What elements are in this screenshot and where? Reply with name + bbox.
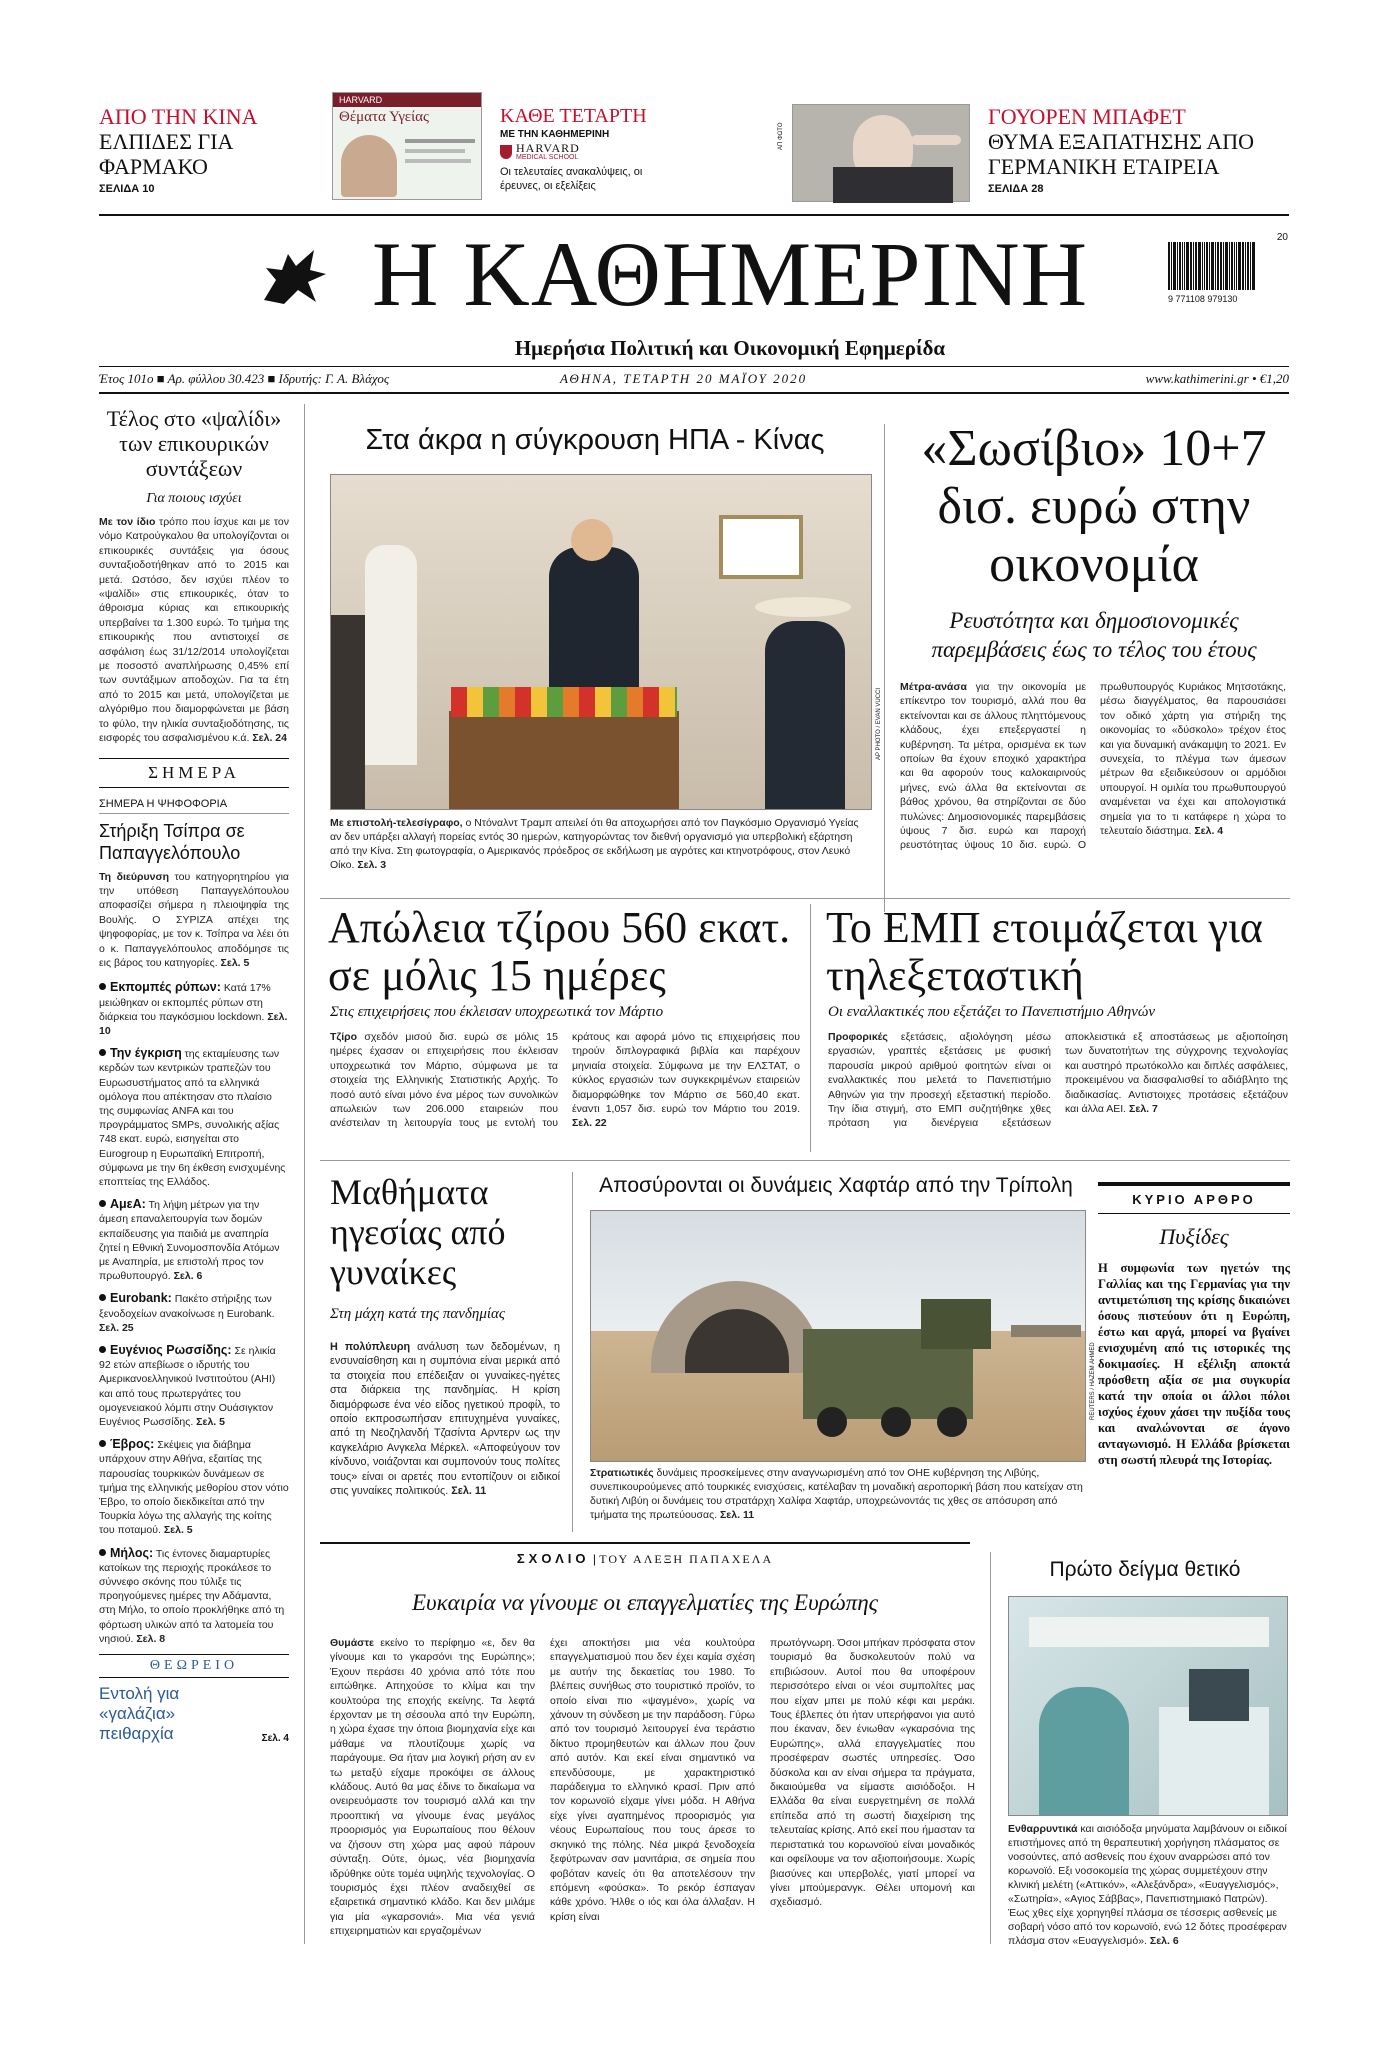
supplement-photo <box>341 135 397 197</box>
editorial-body: Η συμφωνία των ηγετών της Γαλλίας και της Γερμανίας για την αντιμετώπιση της κρίσης δικαιώνει όσους πιστεύουν ότι η Ευρώπη, έστω και αργά, μπορεί να βγαίνει ενισχυμένη από τις ιστορικές της δοκιμασίες. Η εξέλιξη αποκτά πρόσθετη αξία σε μια συγκυρία κατά την οποία οι άλλοι πόλοι ισχύος έχουν χάσει την πυξίδα τους και αναλώνονται σε άγονο ανταγωνισμό. Η Ελλάδα βρίσκεται στη σωστή πλευρά της Ιστορίας. <box>1098 1261 1290 1467</box>
teaser-text: Οι τελευταίες ανακαλύψεις, οι έρευνες, οι εξελίξεις <box>500 166 643 192</box>
brief-item[interactable] <box>99 1546 289 1646</box>
brief-page: Σελ. 25 <box>99 1321 134 1334</box>
women-headline[interactable]: Μαθήματα ηγεσίας από γυναίκες <box>330 1172 506 1292</box>
cowboy-figure <box>765 621 845 810</box>
teaser-sub: ΜΕ ΤΗΝ ΚΑΘΗΜΕΡΙΝΗ <box>500 129 610 140</box>
supplement-cover[interactable] <box>332 92 482 200</box>
lifeline-headline[interactable]: «Σωσίβιο» 10+7 δισ. ευρώ στην οικονομία <box>921 420 1267 593</box>
brief-item[interactable] <box>99 1046 289 1189</box>
supplement-cover-label: Θέματα Υγείας <box>339 109 429 125</box>
brief-item[interactable] <box>99 1343 289 1429</box>
bullet-icon <box>99 1200 106 1207</box>
barcode-code: 20 <box>1276 232 1288 243</box>
haftar-headline[interactable]: Αποσύρονται οι δυνάμεις Χαφτάρ από την Τρίπολη <box>599 1174 1073 1197</box>
buffett-photo[interactable] <box>792 104 970 202</box>
harvard-brand: HARVARD <box>516 141 580 155</box>
brief-page: Σελ. 5 <box>163 1524 193 1537</box>
teaser-page: ΣΕΛΙΔΑ 10 <box>99 183 155 195</box>
commentary-label-bar: ΣΧΟΛΙΟ | ΤΟΥ ΑΛΕΞΗ ΠΑΠΑΧΕΛΑ <box>516 1551 774 1566</box>
teaser-harvard[interactable] <box>500 104 680 193</box>
issue-date: ΑΘΗΝΑ, ΤΕΤΑΡΤΗ 20 ΜΑΪΟΥ 2020 <box>560 371 808 386</box>
commentary-label: ΣΧΟΛΙΟ <box>516 1551 590 1566</box>
brief-item[interactable] <box>99 980 289 1038</box>
left-kicker: Για ποιους ισχύει <box>146 491 242 506</box>
brief-page: Σελ. 6 <box>173 1270 203 1283</box>
issue-info: Έτος 101ο ■ Αρ. φύλλου 30.423 ■ Ιδρυτής: Γ. Α. Βλάχος <box>99 371 390 386</box>
brief-lead: ΑμεΑ: <box>110 1197 146 1212</box>
brief-page: Σελ. 5 <box>196 1416 225 1429</box>
photo-credit: ΑΠ ΦΩΤΟ <box>778 122 784 150</box>
medic-figure <box>1039 1687 1129 1816</box>
brief-item[interactable] <box>99 1437 289 1537</box>
brief-body: Σε ηλικία 92 ετών απεβίωσε ο ιδρυτής του Αμερικανοελληνικού Ινστιτούτου (AHI) και από τους πρωτεργάτες του ομογενειακού λόμπι στην Ουάσιγκτον Ευγένιος Ρωσσίδης. <box>99 1345 276 1429</box>
brief-lead: Eurobank: <box>110 1291 172 1306</box>
lifeline-kicker: Ρευστότητα και δημοσιονομικές παρεμβάσεις έως το τέλος του έτους <box>931 608 1257 662</box>
vote-body: Τη διεύρυνση του κατηγορητηρίου για την υπόθεση Παπαγγελόπουλου αποφασίζει σήμερα η πλειοψηφία της Βουλής. Ο ΣΥΡΙΖΑ απέχει της ψηφοφορίας, με τον κ. Τσίπρα να λέει ότι ο κ. Παπαγγελόπουλος αποδόμησε τις εις βάρος του κατηγορίες. Σελ. 5 <box>99 870 289 969</box>
teaser-title: ΕΛΠΙΔΕΣ ΓΙΑ ΦΑΡΜΑΚΟ <box>99 129 233 179</box>
turnover-kicker: Στις επιχειρήσεις που έκλεισαν υποχρεωτικά τον Μάρτιο <box>330 1004 664 1020</box>
editorial-box <box>1098 1182 1290 1468</box>
positive-headline[interactable]: Πρώτο δείγμα θετικό <box>1049 1558 1241 1581</box>
usa-china-headline[interactable]: Στα άκρα η σύγκρουση ΗΠΑ - Κίνας <box>365 424 825 456</box>
commentary-col3: πρωτόγνωρη. Όσοι μπήκαν πρόσφατα στον τουρισμό θα δυσκολευτούν πολύ να επιβιώσουν. Αυτοί που θα υποφέρουν περισσότερο είναι οι νέοι συμπολίτες μας που είχαν μπει με πολύ κέφι και μεράκι. Τους έβλεπες ότι ήταν υπερήφανοι για αυτό που έκαναν, δεν ένιωθαν «γκαρσόνια της Ευρώπης», αλλά επαγγελματίες που προσέφεραν σωστές υπηρεσίες. Όσο δύσκολα και αν είναι σήμερα τα πράγματα, δικαιούμεθα να είμαστε αισιόδοξοι. Η Ελλάδα θα είναι ευεργετημένη σε πολλά επίπεδα από τη σωστή διαχείριση της τελευταίας κρίσης. Από εκεί που ήμασταν τα περιστατικά του κορωνοϊού είναι μοναδικός και οφείλουμε να τον αξιοποιήσουμε. Χωρίς βιασύνες και υπερβολές, γιατί μπορεί να γίνει μπούμερανγκ. Θέλει υπομονή και σχεδιασμό. <box>770 1637 975 1909</box>
teaser-page: ΣΕΛΙΔΑ 28 <box>988 183 1044 195</box>
theory-label: ΘΕΩΡΕΙΟ <box>149 1658 239 1674</box>
brief-body: της εκταμίευσης των κερδών των κεντρικών τραπεζών του Ευρωσυστήματος από τα ελληνικά ομόλογα που απέκτησαν στο πλαίσιο της συμφωνίας ANFA και του προγράμματος SMPs, συνολικής αξίας 748 εκατ. ευρώ, εισηγείται στο Eurogroup η Ευρωπαϊκή Επιτροπή, σύμφωνα με την 6η έκθεση ενισχυμένης εποπτείας της Ελλάδος. <box>99 1048 286 1188</box>
vote-label: ΣΗΜΕΡΑ Η ΨΗΦΟΦΟΡΙΑ <box>99 798 289 814</box>
brief-lead: Την έγκριση <box>110 1046 182 1061</box>
turnover-headline[interactable]: Απώλεια τζίρου 560 εκατ. σε μόλις 15 ημέρες <box>328 903 791 1000</box>
women-kicker: Στη μάχη κατά της πανδημίας <box>330 1306 505 1322</box>
griffin-logo-icon <box>254 240 334 312</box>
commentary-headline[interactable]: Ευκαιρία να γίνουμε οι επαγγελματίες της Ευρώπης <box>412 1590 878 1615</box>
harvard-brand-sub: MEDICAL SCHOOL <box>516 154 579 161</box>
woman-figure <box>365 545 417 765</box>
photo-credit: REUTERS / HAZEM AHMED <box>1090 1342 1096 1420</box>
harvard-shield-icon <box>500 145 512 159</box>
website[interactable]: www.kathimerini.gr • €1,20 <box>1145 371 1289 386</box>
bullet-icon <box>99 1549 106 1556</box>
lifeline-body: Μέτρα-ανάσα για την οικονομία με επίκεντρο τον τουρισμό, αλλά που θα εκτείνονται και σε άλλους πληττόμενους κλάδους, έχει επεξεργαστεί η κυβέρνηση. Τα μέτρα, ορισμένα εκ των οποίων θα έχουν εποχικό χαρακτήρα και θα αφορούν τους καλοκαιρινούς μήνες, ενώ άλλα θα εκτείνονται σε βάθος χρόνου, θα στηρίζονται σε δύο πυλώνες: Δημοσιονομικές παρεμβάσεις ύψους 7 δισ. ευρώ και παροχή ρευστότητας ύψους 10 δισ. ευρώ. Ο πρωθυπουργός Κυριάκος Μητσοτάκης, μέσω διαγγέλματος, θα παρουσιάσει τον οδικό χάρτη για στήριξη της οικονομίας το «δύσκολο» τρέχον έτος και για δυναμική ανάκαμψη το 2021. Εν συνεχεία, το πλέγμα των άμεσων μέτρων θα εξειδικεύσουν οι αρμόδιοι υπουργοί. Η ομιλία του πρωθυπουργού αναμένεται να έχει και απολογιστικά σημεία για το τι κατάφερε η χώρα το τελευταίο διάστημα. Σελ. 4 <box>900 681 1286 852</box>
women-body: Η πολύπλευρη ανάλυση των δεδομένων, η ενσυναίσθηση και η συμπόνια είναι μερικά από τα στοιχεία που επέδειξαν οι γυναίκες-ηγέτες στα διάρκεια της πανδημίας. Η κρίση διαμόρφωσε ένα νέο είδος ηγετικού προφίλ, το οποίο εκπροσωπήσαν επιτυχημένα γυναίκες, από τη Νεοζηλανδή Τζασίντα Αρντερν ως την καγκελάριο Ανγκελα Μέρκελ. «Αποφεύγουν τον κίνδυνο, νοιάζονται και συμπονούν τους πολίτες τους» είναι οι αρετές που εντοπίζουν οι ειδικοί στις γυναίκες πολιτικούς. Σελ. 11 <box>330 1341 560 1498</box>
bullet-icon <box>99 1440 106 1447</box>
haftar-photo[interactable] <box>590 1210 1086 1462</box>
trump-caption: Με επιστολή-τελεσίγραφο, ο Ντόναλντ Τραμπ απειλεί ότι θα αποχωρήσει από τον Παγκόσμιο Οργανισμό Υγείας αν δεν υπάρξει αλλαγή πορείας εντός 30 ημερών, κατηγορώντας τον διεθνή οργανισμό για υπερβολική εξάρτηση από την Κίνα. Στη φωτογραφία, ο Αμερικανός πρόεδρος σε εκδήλωση με αγρότες και κτηνοτρόφους, στον Λευκό Οίκο. Σελ. 3 <box>330 817 859 871</box>
teaser-china[interactable] <box>99 104 309 195</box>
theory-page: Σελ. 4 <box>261 1733 289 1745</box>
teaser-buffett[interactable] <box>988 104 1288 195</box>
left-column <box>99 406 289 1744</box>
brief-lead: Μήλος: <box>110 1545 154 1560</box>
supplement-brand: HARVARD <box>333 93 481 107</box>
masthead-title: Η ΚΑΘΗΜΕΡΙΝΗ <box>371 223 1089 325</box>
produce-table <box>449 711 679 810</box>
photo-credit: AP PHOTO / EVAN VUCCI <box>876 687 882 760</box>
teaser-title: ΘΥΜΑ ΕΞΑΠΑΤΗΣΗΣ ΑΠΟ ΓΕΡΜΑΝΙΚΗ ΕΤΑΙΡΕΙΑ <box>988 129 1255 179</box>
brief-lead: Έβρος: <box>110 1437 155 1452</box>
theory-text[interactable]: Εντολή για «γαλάζια» πειθαρχία <box>99 1684 180 1744</box>
barcode <box>1168 232 1288 312</box>
brief-page: Σελ. 10 <box>99 1010 288 1037</box>
editorial-headline[interactable]: Πυξίδες <box>1159 1224 1229 1249</box>
bullet-icon <box>99 1049 106 1056</box>
today-label: ΣΗΜΕΡΑ <box>148 762 240 782</box>
commentary-col1: Θυμάστε εκείνο το περίφημο «ε, δεν θα γίνουμε και το γκαρσόνι της Ευρώπης»; Έχουν περάσει 40 χρόνια από τότε που ειπώθηκε. Απηχούσε το κλίμα και την κουλτούρα της εποχής εκείνης. Τα λεφτά έρχονταν με τη σέσουλα από την Ευρώπη, η χώρα έχασε την όποια βιομηχανία είχε και μάθαμε να πλουτίζουμε χωρίς να παράγουμε. Θα ήταν μια λογική ρήση αν εν τω μεταξύ είχαμε προκόψει σε άλλους κλάδους. Αυτό θα μας έδινε το δικαίωμα να ονειρευόμαστε τον τουρισμό αλλά και την προοπτική να γίνουμε ένας μεγάλος προορισμός για Ευρωπαίους που θέλουν να ζήσουν στη χώρα μας αφού πάρουν σύνταξη. Ούτε, όμως, νέα βιομηχανία ιδρύθηκε ούτε τομέα υψηλής τεχνολογίας. Ο τουρισμός έχει πλέον αναδειχθεί σε εξαιρετικά σημαντικό κλάδο. Και δεν μιλάμε για μία «γκαρσονιά». Μια νέα γενιά επιχειρηματιών και εργαζομένων <box>330 1637 535 1938</box>
framed-picture <box>719 515 803 579</box>
masthead-subtitle: Ημερήσια Πολιτική και Οικονομική Εφημερίδα <box>514 336 946 360</box>
brief-list <box>99 980 289 1646</box>
editorial-label: ΚΥΡΙΟ ΑΡΘΡΟ <box>1098 1186 1290 1214</box>
teaser-kicker: ΓΟΥΟΡΕΝ ΜΠΑΦΕΤ <box>988 104 1186 129</box>
bullet-icon <box>99 1346 106 1353</box>
teaser-kicker: ΚΑΘΕ ΤΕΤΑΡΤΗ <box>500 105 647 127</box>
brief-lead: Εκπομπές ρύπων: <box>110 980 221 995</box>
ntua-headline[interactable]: Το ΕΜΠ ετοιμάζεται για τηλεξεταστική <box>826 903 1263 1000</box>
turnover-body: Τζίρο σχεδόν μισού δισ. ευρώ σε μόλις 15 ημέρες έχασαν οι επιχειρήσεις που έκλεισαν υποχρεωτικά τον Μάρτιο, σύμφωνα με τα στοιχεία της Ελληνικής Στατιστικής Αρχής. Το ποσό αυτό είναι μόνο ένα μέρος των συνολικών απωλειών των 206.000 εταιρειών που ανέστειλαν τη λειτουργία τους με εντολή του κράτους και αφορά μόνο τις επιχειρήσεις που τηρούν διπλογραφικά βιβλία και παρέχουν μηνιαία στοιχεία. Σύμφωνα με την ΕΛΣΤΑΤ, ο κύκλος εργασιών των συγκεκριμένων εταιρειών διαμορφώθηκε τον Μάρτιο σε 560,40 εκατ. έναντι 1,057 δισ. ευρώ τον Μάρτιο του 2019. Σελ. 22 <box>330 1031 800 1130</box>
brief-page: Σελ. 8 <box>136 1632 166 1645</box>
left-headline[interactable]: Τέλος στο «ψαλίδι» των επικουρικών συντάξεων <box>106 406 282 481</box>
positive-caption: Ενθαρρυντικά και αισιόδοξα μηνύματα λαμβάνουν οι ειδικοί επιστήμονες από τη θεραπευτική χορήγηση πλάσματος σε νοσούντες, από ασθενείς που έχουν αναρρώσει από τον κορωνοϊό. Εξι νοσοκομεία της χώρας συμμετέχουν στην κλινική μελέτη («Αττικόν», «Αλεξάνδρα», «Ευαγγελισμός», «Σωτηρία», «Αγιος Σάββας», Πανεπιστημιακό Πατρών). Έως χθες είχε χορηγηθεί πλάσμα σε τέσσερις ασθενείς με σοβαρή νόσο από τον κορωνοϊό, ενώ 12 δότες προσέφεραν πλάσμα στον «Ευαγγελισμό». Σελ. 6 <box>1008 1823 1287 1947</box>
vote-headline[interactable]: Στήριξη Τσίπρα σε Παπαγγελόπουλο <box>99 820 245 863</box>
left-body: Με τον ίδιο τρόπο που ίσχυε και με τον νόμο Κατρούγκαλου θα υπολογίζονται οι επικουρικές συντάξεις για όσους συνταξιοδοτήθηκαν από το 2015 και μετά. Ωστόσο, δεν ισχύει πλέον το «ψαλίδι» στις επικουρικές, όταν το άθροισμα κύριας και επικουρικής υπερβαίνει τα 1.300 ευρώ. Το τμήμα της επικουρικής που αντιστοιχεί σε ασφάλιση έως 31/12/2014 υπολογίζεται με ποσοστό αναπλήρωσης 0,45% επί των συντάξιμων αποδοχών. Για τα έτη από το 2015 και μετά, υπολογίζεται με αλγόριθμο που διαμορφώνεται με βάση το φύλο, την ηλικία συνταξιοδότησης, τις εισφορές του ασφαλισμένου κ.ά. Σελ. 24 <box>99 516 290 745</box>
bullet-icon <box>99 1294 106 1301</box>
brief-item[interactable] <box>99 1291 289 1335</box>
brief-body: Τη λήψη μέτρων για την άμεση επαναλειτουργία των δομών εκπαίδευσης για παιδιά με αναπηρία ζητεί η Εθνική Συνομοσπονδία Ατόμων με Αναπηρία, με επιστολή προς τον πρωθυπουργό. <box>99 1199 280 1283</box>
haftar-caption: Στρατιωτικές δυνάμεις προσκείμενες στην αναγνωρισμένη από τον ΟΗΕ κυβέρνηση της Λιβύης, συνεπικουρούμενες από τουρκικές ενισχύσεις, κατέλαβαν τη μοναδική αεροπορική βάση που κατείχαν στη δυτική Λιβύη οι δυνάμεις του στρατάρχη Χαλίφα Χαφτάρ, υποχρεώνοντάς τις χθες σε απόσυρση από τμήματα της πρωτεύουσας. Σελ. 11 <box>590 1467 1083 1521</box>
brief-body: Τις έντονες διαμαρτυρίες κατοίκων της περιοχής προκάλεσε το σύννεφο σκόνης που τύλιξε τις προηγούμενες ημέρες την Αδάμαντα, στη Μήλο, το οποίο προκλήθηκε από τη φόρτωση υλικών από τα λατομεία του νησιού. <box>99 1547 285 1645</box>
brief-body: Κατά 17% μειώθηκαν οι εκπομπές ρύπων στη διάρκεια του παγκόσμιου lockdown. <box>99 982 271 1023</box>
commentary-col2: έχει αποκτήσει μια νέα κουλτούρα επαγγελματισμού που δεν έχει καμία σχέση με αυτήν της δεκαετίας του 1980. Το βλέπεις συνήθως στο τουριστικό προϊόν, το οποίο είναι πιο «ψαγμένο», χωρίς να χάνουν τη σύνδεση με την παράδοση. Γύρω από τον τουρισμό λειτουργεί ένα τεράστιο δίκτυο προμηθευτών και άλλων που ζουν από αυτόν. Και εκεί είναι σημαντικό να επενδύσουμε, με χαρακτηριστικό παράδειγμα το ελληνικό κρασί. Πριν από τον κορωνοϊό είχαμε γίνει μόδα. Η Αθήνα είχε γίνει αγαπημένος προορισμός για νέους Ευρωπαίους που τους άρεσε το σκηνικό της πόλης. Νέα μικρά ξενοδοχεία ξεφύτρωναν σαν μανιτάρια, σε σημεία που φοβόταν κανείς ότι θα αποτελέσουν την επόμενη «φούσκα». Το ρεκόρ έσπαγαν κάθε χρόνο. Ήλθε ο ιός και όλα άλλαξαν. Η κρίση είναι <box>550 1637 755 1923</box>
teaser-kicker: ΑΠΟ ΤΗΝ ΚΙΝΑ <box>99 104 258 129</box>
brief-item[interactable] <box>99 1197 289 1283</box>
brief-body: Πακέτο στήριξης των ξενοδοχείων ανακοίνωσε η Eurobank. <box>99 1293 275 1320</box>
hospital-photo[interactable] <box>1008 1596 1288 1816</box>
commentary-author: ΤΟΥ ΑΛΕΞΗ ΠΑΠΑΧΕΛΑ <box>599 1552 774 1566</box>
ntua-body: Προφορικές εξετάσεις, αξιολόγηση μέσω εργασιών, γραπτές εξετάσεις με φυσική παρουσία μικρού αριθμού φοιτητών είναι οι εναλλακτικές που μελετά το Πανεπιστήμιο Αθηνών για την προσεχή εξεταστική περίοδο. Την ίδια στιγμή, στο ΕΜΠ συζητήθηκε χθες πρόταση για διενέργεια εξετάσεων αποκλειστικά εξ αποστάσεως με αξιοποίηση των δυνατοτήτων της σύγχρονης τεχνολογίας και αυστηρό πρωτόκολλο και διπλές ασφάλειες, προκειμένου να διασφαλισθεί το αδιάβλητο της διαδικασίας. Αντιστοιχες προτάσεις εξετάζουν και άλλα ΑΕΙ. Σελ. 7 <box>828 1031 1288 1130</box>
bullet-icon <box>99 983 106 990</box>
trump-photo[interactable] <box>330 474 872 810</box>
ntua-kicker: Οι εναλλακτικές που εξετάζει το Πανεπιστήμιο Αθηνών <box>828 1004 1155 1020</box>
barcode-number: 9 771108 979130 <box>1168 294 1238 304</box>
brief-lead: Ευγένιος Ρωσσίδης: <box>110 1343 232 1358</box>
brief-body: Σκέψεις για διάβημα υπάρχουν στην Αθήνα, εξαιτίας της παρουσίας τουρκικών δυνάμεων σε τμήμα της ελληνικής μεθορίου στον νότιο Έβρο, το οποίο διεκδικείται από την Τουρκία λόγω της αλλαγής της κοίτης του ποταμού. <box>99 1439 289 1537</box>
